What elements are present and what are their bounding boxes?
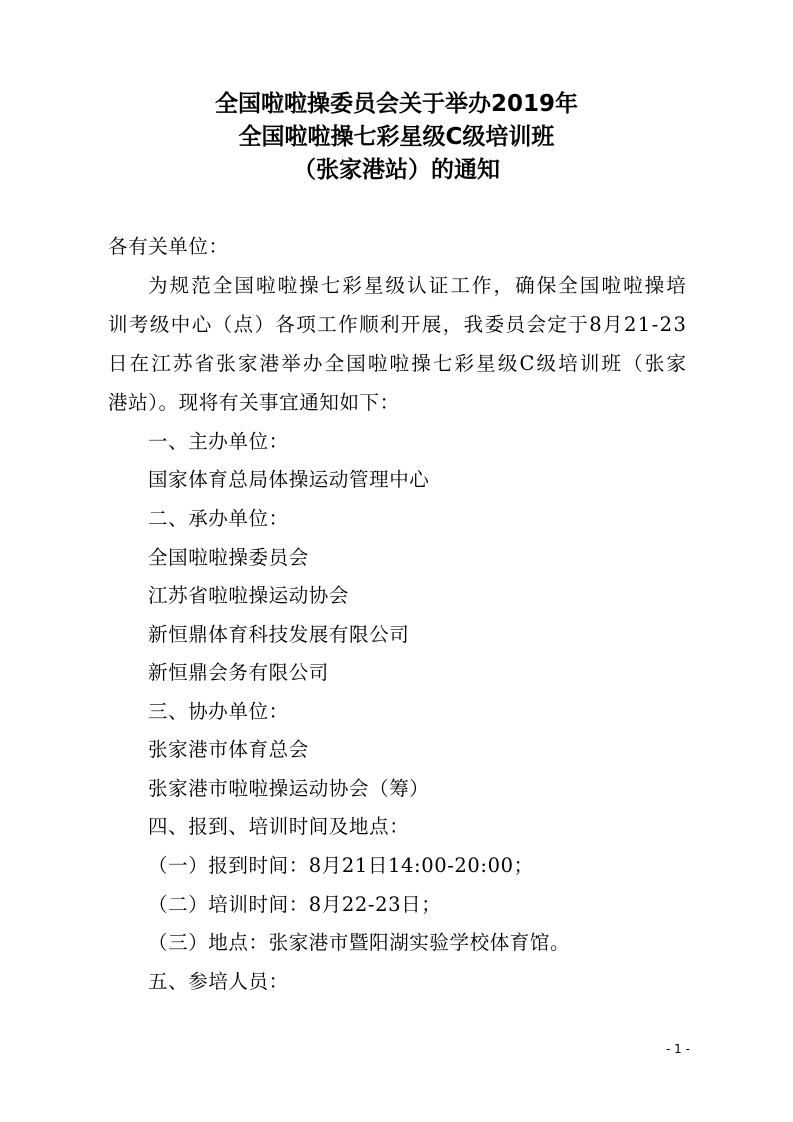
- intro-line-2: 训 考 级 中 心 （ 点 ） 各 项 工 作 顺 利 开 展 ， 我 委 员 会 定 于 8 月 2 1 - 2 3: [108, 313, 686, 336]
- document-title: [0, 88, 793, 187]
- time-place-item-2: （二）培训时间：8月22-23日；: [148, 893, 442, 916]
- section-coorganizer-heading: 三、协办单位：: [148, 700, 289, 723]
- organizer-item-3: 新恒鼎体育科技发展有限公司: [148, 623, 410, 646]
- intro-line-4: 港站）。现将有关事宜通知如下：: [108, 391, 400, 414]
- page-number: - 1 -: [666, 1042, 690, 1056]
- title-line-2: 全国啦啦操七彩星级C级培训班: [238, 124, 555, 150]
- salutation: 各有关单位：: [108, 235, 229, 258]
- intro-line-3: 日 在 江 苏 省 张 家 港 举 办 全 国 啦 啦 操 七 彩 星 级 C 级 培 训 班 （ 张 家: [108, 352, 686, 375]
- organizer-item-1: 全国啦啦操委员会: [148, 546, 309, 569]
- coorganizer-item-1: 张家港市体育总会: [148, 738, 309, 761]
- coorganizer-item-2: 张家港市啦啦操运动协会（筹）: [148, 777, 430, 800]
- time-place-item-1: （一）报到时间：8月21日14:00-20:00；: [148, 854, 534, 877]
- organizer-item-2: 江苏省啦啦操运动协会: [148, 584, 350, 607]
- section-participants-heading: 五、参培人员：: [148, 970, 289, 993]
- section-time-place-heading: 四、报到、培训时间及地点：: [148, 815, 410, 838]
- time-place-item-3: （三）地点：张家港市暨阳湖实验学校体育馆。: [148, 931, 571, 954]
- section-organizer-heading: 二、承办单位：: [148, 507, 289, 530]
- organizer-item-4: 新恒鼎会务有限公司: [148, 661, 329, 684]
- intro-line-1: 为 规 范 全 国 啦 啦 操 七 彩 星 级 认 证 工 作 ， 确 保 全 国 啦 啦 操 培: [148, 274, 686, 297]
- title-line-1: 全国啦啦操委员会关于举办2019年: [214, 91, 578, 117]
- host-organization: 国家体育总局体操运动管理中心: [148, 468, 430, 491]
- section-host-heading: 一、主办单位：: [148, 430, 289, 453]
- title-line-3: （张家港站）的通知: [293, 157, 500, 183]
